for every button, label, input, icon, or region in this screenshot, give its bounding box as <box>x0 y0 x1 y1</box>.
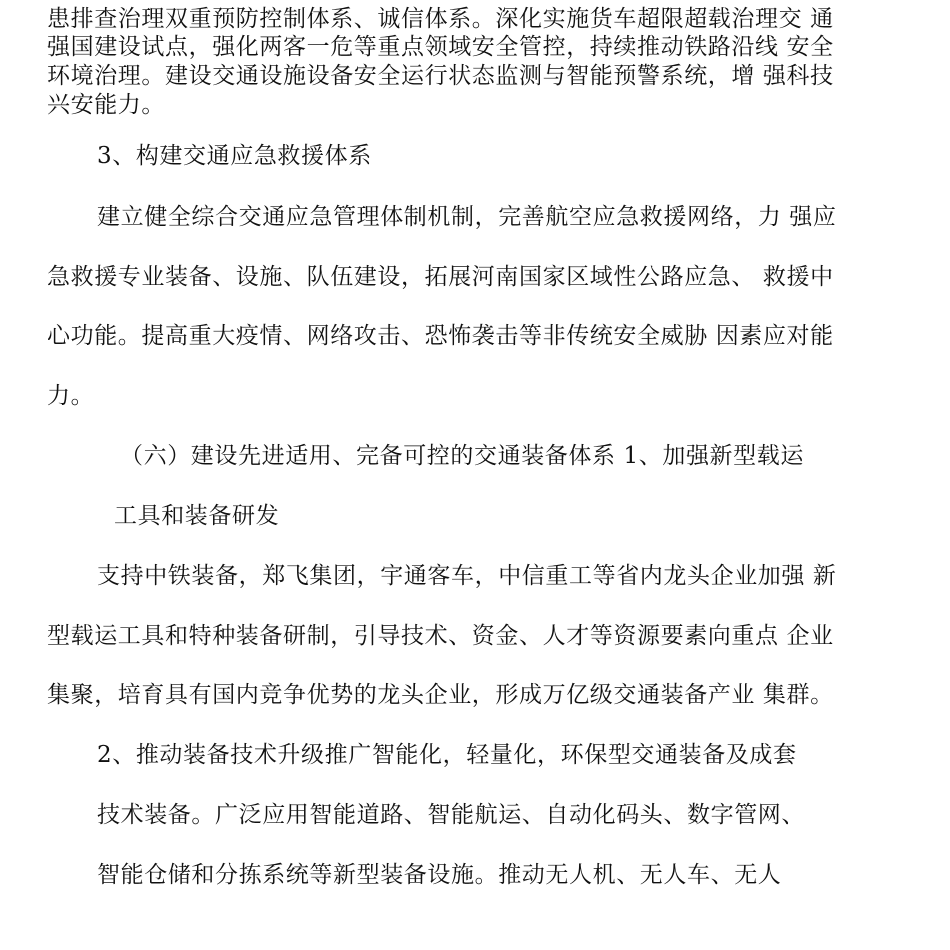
paragraph-line: 建立健全综合交通应急管理体制机制，完善航空应急救援网络，力 强应 <box>97 204 837 230</box>
paragraph-line: 环境治理。建设交通设施设备安全运行状态监测与智能预警系统，增 强科技 <box>47 63 834 89</box>
chapter-heading-continued: 工具和装备研发 <box>114 503 280 529</box>
paragraph-line: 型载运工具和特种装备研制，引导技术、资金、人才等资源要素向重点 企业 <box>47 623 834 649</box>
section-heading: 3、构建交通应急救援体系 <box>97 143 372 169</box>
paragraph-line: 集聚，培育具有国内竞争优势的龙头企业，形成万亿级交通装备产业 集群。 <box>47 682 834 708</box>
paragraph-line: 兴安能力。 <box>47 92 165 118</box>
paragraph-line: 强国建设试点，强化两客一危等重点领域安全管控，持续推动铁路沿线 安全 <box>47 34 834 60</box>
paragraph-line: 急救援专业装备、设施、队伍建设，拓展河南国家区域性公路应急、 救援中 <box>47 264 834 290</box>
paragraph-line: 力。 <box>47 383 95 409</box>
paragraph-line: 2、推动装备技术升级推广智能化，轻量化，环保型交通装备及成套 <box>97 742 797 768</box>
chapter-heading: （六）建设先进适用、完备可控的交通装备体系 1、加强新型载运 <box>120 443 804 469</box>
paragraph-line: 支持中铁装备，郑飞集团，宇通客车，中信重工等省内龙头企业加强 新 <box>97 563 837 589</box>
paragraph-line: 技术装备。广泛应用智能道路、智能航运、自动化码头、数字管网、 <box>97 802 805 828</box>
paragraph-line: 智能仓储和分拣系统等新型装备设施。推动无人机、无人车、无人 <box>97 862 782 888</box>
paragraph-line: 心功能。提高重大疫情、网络攻击、恐怖袭击等非传统安全威胁 因素应对能 <box>47 323 834 349</box>
paragraph-line: 患排查治理双重预防控制体系、诚信体系。深化实施货车超限超载治理交 通 <box>47 6 834 32</box>
